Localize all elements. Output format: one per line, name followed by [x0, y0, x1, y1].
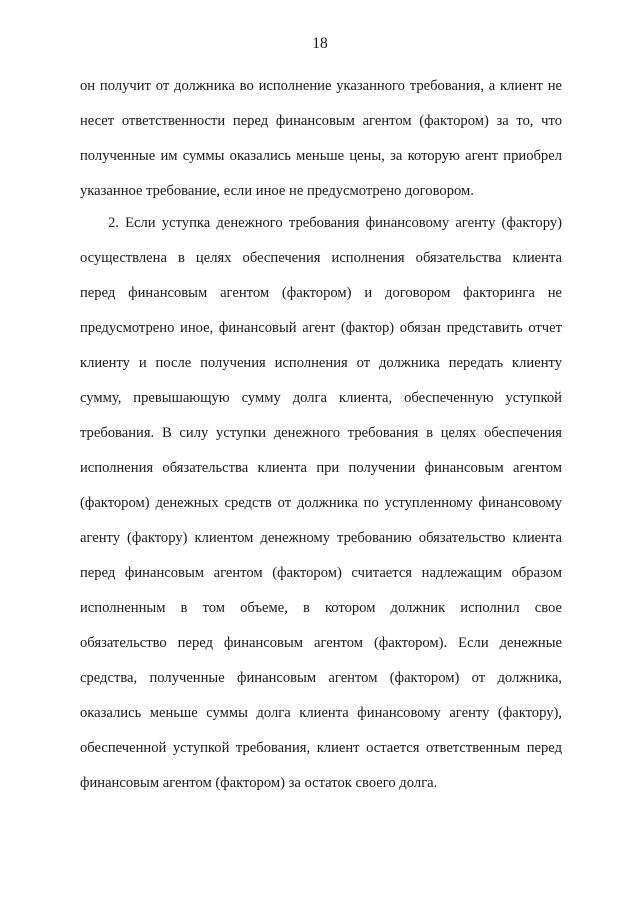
text-line: клиенту и после получения исполнения от должника передать клиенту	[80, 355, 562, 371]
text-line: агенту (фактору) клиентом денежному требованию обязательство клиента	[80, 530, 562, 546]
text-line: (фактором) денежных средств от должника по уступленному финансовому	[80, 495, 562, 511]
text-line: предусмотрено иное, финансовый агент (фактор) обязан представить отчет	[80, 320, 562, 336]
text-line: он получит от должника во исполнение указанного требования, а клиент не	[80, 78, 562, 94]
text-line: требования. В силу уступки денежного требования в целях обеспечения	[80, 425, 562, 441]
text-line: обязательство перед финансовым агентом (фактором). Если денежные	[80, 635, 562, 651]
text-line: средства, полученные финансовым агентом (фактором) от должника,	[80, 670, 562, 686]
text-line: исполнения обязательства клиента при получении финансовым агентом	[80, 460, 562, 476]
text-line: оказались меньше суммы долга клиента финансовому агенту (фактору),	[80, 705, 562, 721]
text-line: указанное требование, если иное не предусмотрено договором.	[80, 183, 474, 199]
text-line: осуществлена в целях обеспечения исполнения обязательства клиента	[80, 250, 562, 266]
text-line: перед финансовым агентом (фактором) считается надлежащим образом	[80, 565, 562, 581]
text-line: финансовым агентом (фактором) за остаток своего долга.	[80, 775, 438, 791]
page-number: 18	[312, 35, 328, 52]
text-line: несет ответственности перед финансовым агентом (фактором) за то, что	[80, 113, 562, 129]
text-line: обеспеченной уступкой требования, клиент остается ответственным перед	[80, 740, 562, 756]
text-line: перед финансовым агентом (фактором) и договором факторинга не	[80, 285, 562, 301]
text-line: полученные им суммы оказались меньше цены, за которую агент приобрел	[80, 148, 562, 164]
text-line: сумму, превышающую сумму долга клиента, обеспеченную уступкой	[80, 390, 562, 406]
text-line: исполненным в том объеме, в котором должник исполнил свое	[80, 600, 562, 616]
text-line: 2. Если уступка денежного требования финансовому агенту (фактору)	[108, 215, 562, 231]
